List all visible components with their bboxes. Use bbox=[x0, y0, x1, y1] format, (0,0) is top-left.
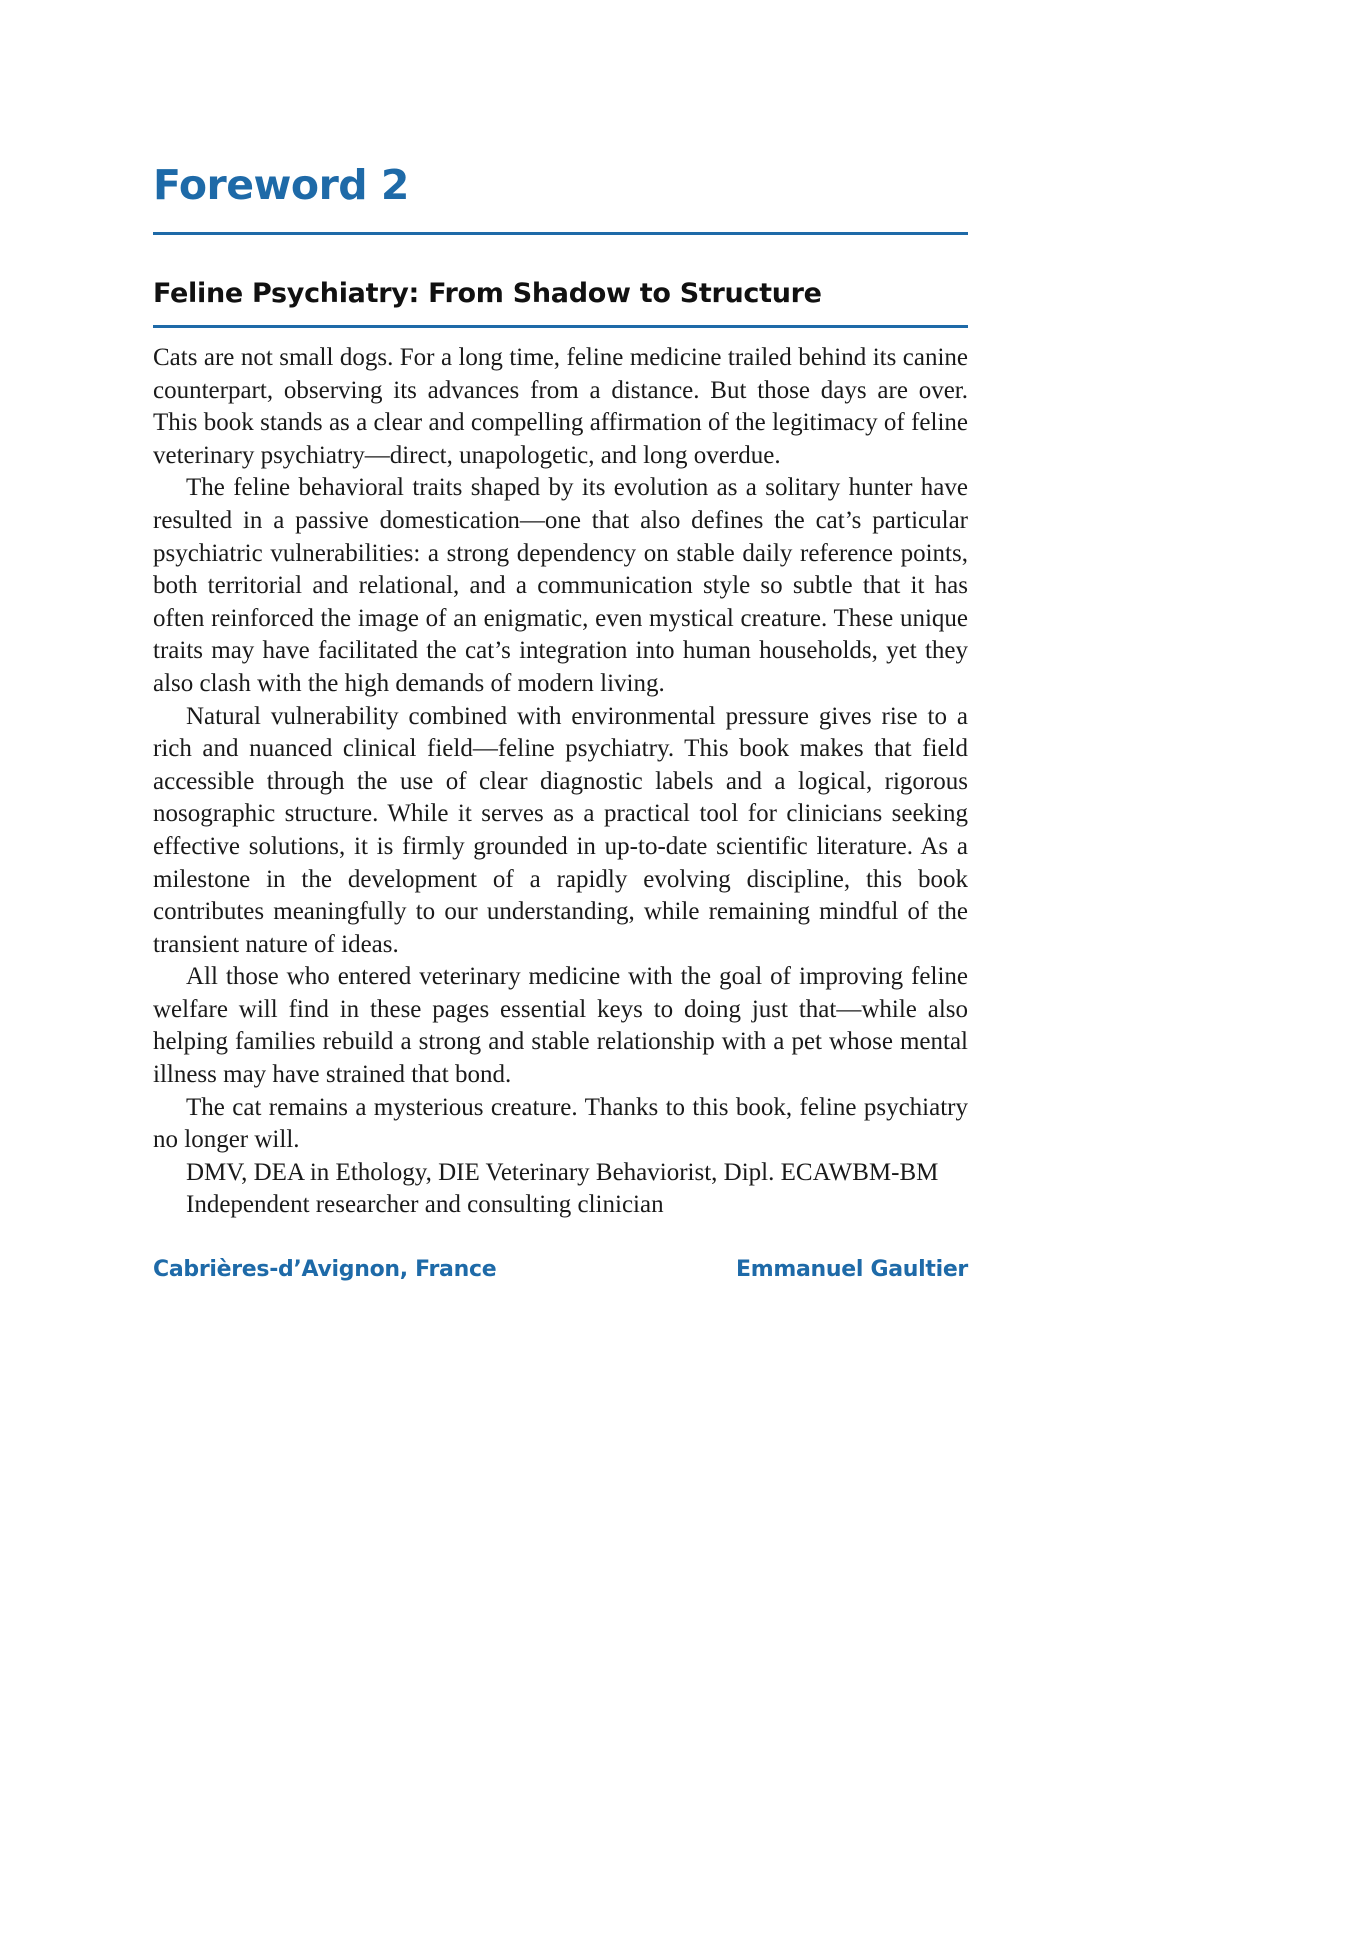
author-credentials: DMV, DEA in Ethology, DIE Veterinary Behaviorist, Dipl. ECAWBM-BM bbox=[186, 1158, 939, 1186]
author-affiliation: Independent researcher and consulting clinician bbox=[186, 1191, 664, 1219]
paragraph: The feline behavioral traits shaped by its evolution as a solitary hunter have resulted in a passive domestication—one that also defines the cat’s particular psychiatric vulnerabilities: a strong dependency on stable daily reference points, both territorial and relational, and a communication style so subtle that it has often reinforced the image of an enigmatic, even mystical creature. These unique traits may have facilitated the cat’s integration into human households, yet they also clash with the high demands of modern living. bbox=[153, 474, 968, 697]
signature-location: Cabrières-d’Avignon, France bbox=[153, 1257, 497, 1283]
paragraph: The cat remains a mysterious creature. Thanks to this book, feline psychiatry no longer will. bbox=[153, 1093, 968, 1154]
section-title: Feline Psychiatry: From Shadow to Structure bbox=[153, 278, 822, 309]
foreword-page bbox=[153, 160, 968, 1284]
paragraph: All those who entered veterinary medicine with the goal of improving feline welfare will find in these pages essential keys to doing just that—while also helping families rebuild a strong and stable relationship with a pet whose mental illness may have strained that bond. bbox=[153, 963, 968, 1089]
signature-author: Emmanuel Gaultier bbox=[735, 1257, 968, 1283]
chapter-title-rule bbox=[153, 232, 968, 235]
paragraph: Natural vulnerability combined with environmental pressure gives rise to a rich and nuanced clinical field—feline psychiatry. This book makes that field accessible through the use of clear diagnostic labels and a logical, rigorous nosographic structure. While it serves as a practical tool for clinicians seeking effective solutions, it is firmly grounded in up-to-date scientific literature. As a milestone in the development of a rapidly evolving discipline, this book contributes meaningfully to our understanding, while remaining mindful of the transient nature of ideas. bbox=[153, 702, 968, 958]
paragraph: Cats are not small dogs. For a long time, feline medicine trailed behind its canine counterpart, observing its advances from a distance. But those days are over. This book stands as a clear and compelling affirmation of the legitimacy of feline veterinary psychiatry—direct, unapologetic, and long overdue. bbox=[153, 344, 968, 469]
foreword-body bbox=[153, 342, 968, 1222]
signature-line bbox=[153, 1256, 968, 1284]
section-title-rule bbox=[153, 325, 968, 328]
chapter-title: Foreword 2 bbox=[153, 161, 409, 209]
